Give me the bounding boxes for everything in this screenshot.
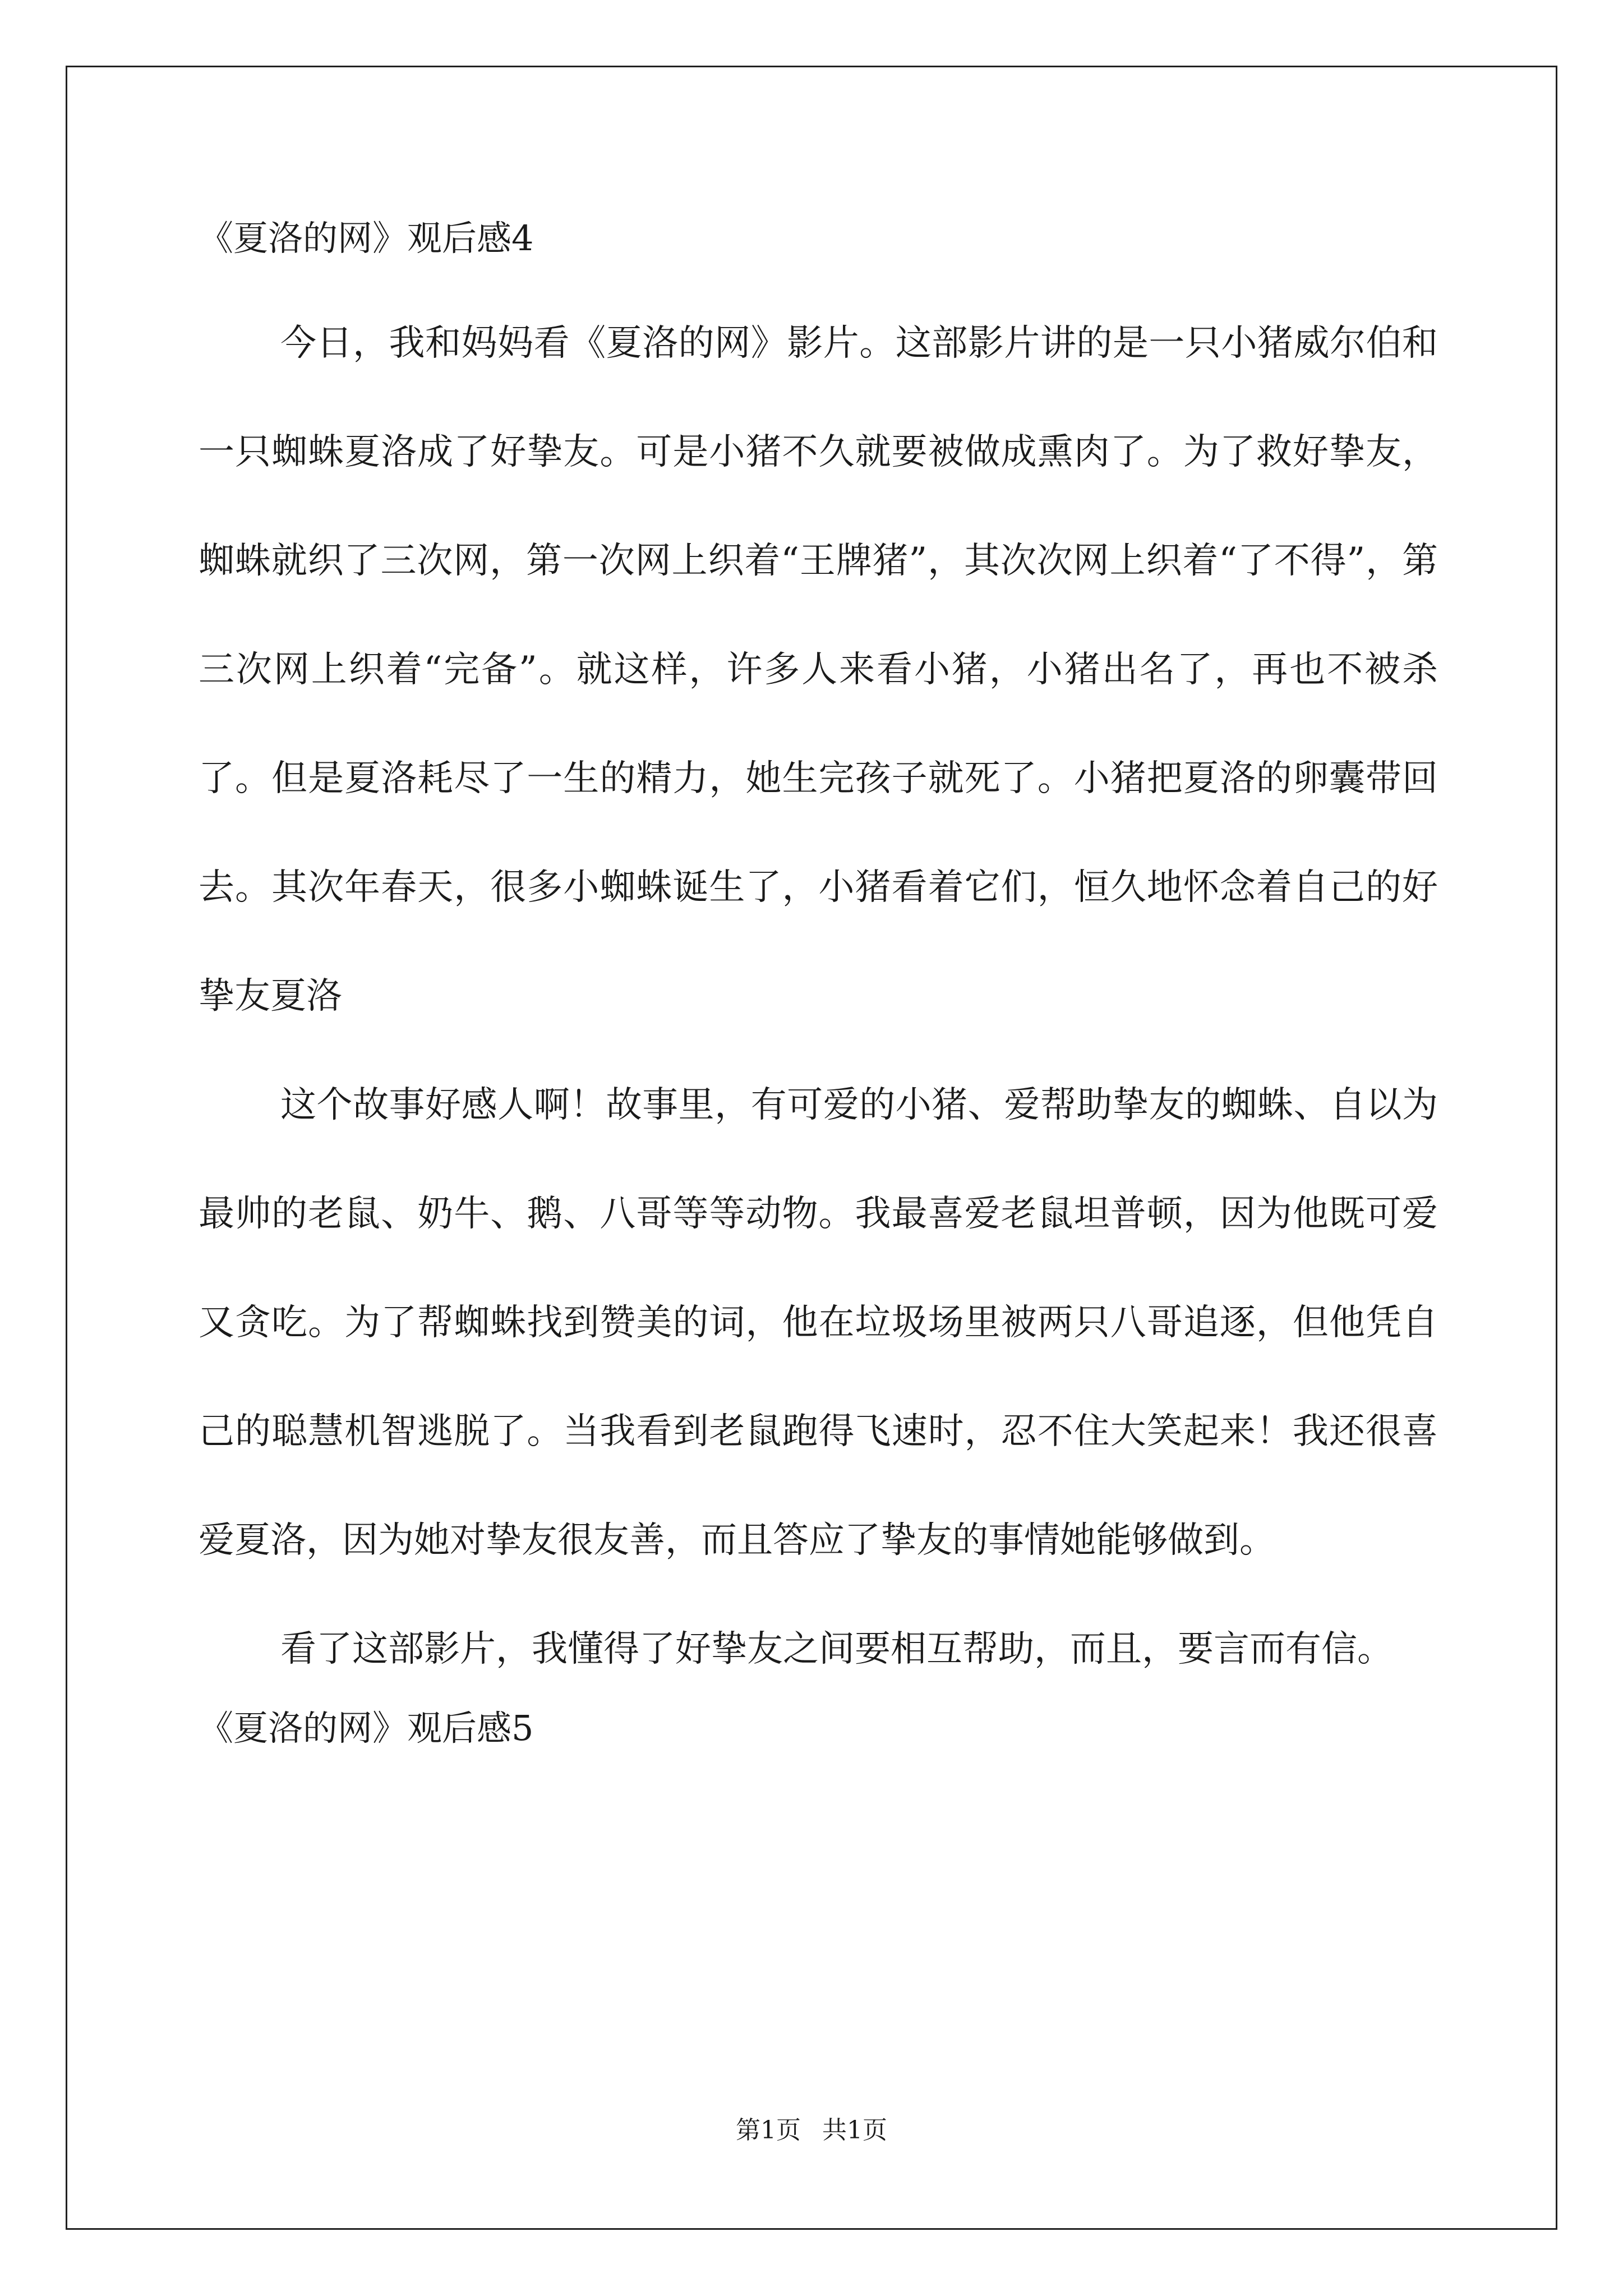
section-heading: 《夏洛的网》观后感5 [199,1708,534,1749]
page-total: 共1页 [822,2116,887,2145]
paragraph: 这个故事好感人啊！故事里，有可爱的小猪、爱帮助挚友的蜘蛛、自以为最帅的老鼠、奶牛、鹅、八哥等等动物。我最喜爱老鼠坦普顿，因为他既可爱又贪吃。为了帮蜘蛛找到赞美的词，他在垃圾场里被两只八哥追逐，但他凭自己的聪慧机智逃脱了。当我看到老鼠跑得飞速时，忍不住大笑起来！我还很喜爱夏洛，因为她对挚友很友善，而且答应了挚友的事情她能够做到。 [199,1084,1438,1561]
section-heading: 《夏洛的网》观后感4 [199,218,534,259]
page-footer [0,2114,1623,2147]
page-number: 第1页 [736,2116,801,2145]
document-body [199,216,1438,1751]
paragraph: 看了这部影片，我懂得了好挚友之间要相互帮助，而且，要言而有信。 [280,1628,1393,1670]
paragraph: 今日，我和妈妈看《夏洛的网》影片。这部影片讲的是一只小猪威尔伯和一只蜘蛛夏洛成了好挚友。可是小猪不久就要被做成熏肉了。为了救好挚友，蜘蛛就织了三次网，第一次网上织着“王牌猪”，其次次网上织着“了不得”，第三次网上织着“完备”。就这样，许多人来看小猪，小猪出名了，再也不被杀了。但是夏洛耗尽了一生的精力，她生完孩子就死了。小猪把夏洛的卵囊带回去。其次年春天，很多小蜘蛛诞生了，小猪看着它们，恒久地怀念着自己的好挚友夏洛 [199,323,1438,1017]
